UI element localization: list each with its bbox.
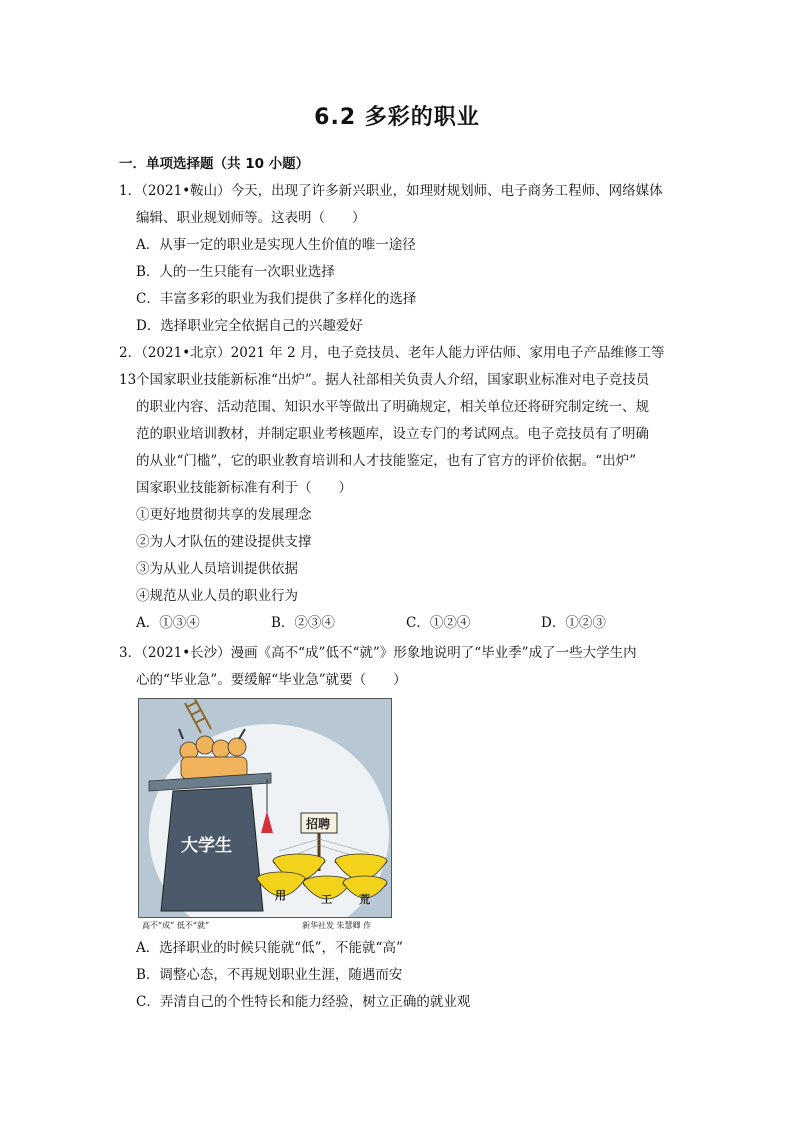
question-1-line-1: 1．（2021•鞍山）今天，出现了许多新兴职业，如理财规划师、电子商务工程师、网络媒体: [119, 183, 663, 199]
question-1-option-c: C．丰富多彩的职业为我们提供了多样化的选择: [136, 291, 417, 307]
cartoon-caption-credit: 新华社发 朱慧卿 作: [302, 921, 372, 930]
question-1-option-d: D．选择职业完全依据自己的兴趣爱好: [136, 318, 363, 334]
question-1-line-2: 编辑、职业规划师等。这表明（ ）: [136, 210, 366, 226]
question-2-choice-c: C．①②④: [406, 615, 471, 631]
ladder-icon: [185, 699, 211, 733]
question-1-option-a: A．从事一定的职业是实现人生价值的唯一途径: [136, 237, 416, 253]
question-2-statement-1: ①更好地贯彻共享的发展理念: [136, 507, 312, 523]
question-2-statement-4: ④规范从业人员的职业行为: [136, 588, 298, 604]
sign-label: 招聘: [306, 817, 331, 831]
question-2-statement-2: ②为人才队伍的建设提供支撑: [136, 534, 312, 550]
question-3-option-a: A．选择职业的时候只能就“低”，不能就“高”: [136, 940, 403, 956]
bowl-label-2: 工: [321, 893, 332, 906]
question-2-line-1: 2．（2021•北京）2021 年 2 月，电子竞技员、老年人能力评估师、家用电子产品维修工等 13: [119, 345, 665, 388]
question-2-statement-3: ③为从业人员培训提供依据: [136, 561, 298, 577]
question-3-line-1: 3．（2021•长沙）漫画《高不“成”低不“就”》形象地说明了“毕业季”成了一些大学生内: [119, 645, 637, 661]
question-2-choices: [136, 610, 676, 637]
section-heading: 一．单项选择题（共 10 小题）: [119, 156, 310, 172]
question-3-line-2: 心的“毕业急”。要缓解“毕业急”就要（ ）: [136, 672, 407, 688]
page-title: 6.2 多彩的职业: [314, 105, 480, 130]
question-2-line-2: 个国家职业技能新标准“出炉”。据人社部相关负责人介绍，国家职业标准对电子竞技员: [136, 372, 650, 388]
block-label: 大学生: [181, 836, 232, 856]
bowl-label-1: 用: [275, 889, 286, 902]
question-2-choice-d: D．①②③: [541, 615, 606, 631]
cartoon-caption-title: 高不“成” 低不“就”: [142, 921, 210, 930]
question-2-line-6: 国家职业技能新标准有利于（ ）: [136, 480, 352, 496]
question-3-option-c: C．弄清自己的个性特长和能力经验，树立正确的就业观: [136, 994, 471, 1010]
cartoon-illustration: [139, 699, 391, 917]
question-2-line-4: 范的职业培训教材，并制定职业考核题库，设立专门的考试网点。电子竞技员有了明确: [136, 426, 649, 442]
bowl-label-3: 荒: [359, 893, 370, 906]
cartoon-image: [138, 698, 392, 918]
question-2-line-3: 的职业内容、活动范围、知识水平等做出了明确规定，相关单位还将研究制定统一、规: [136, 399, 649, 415]
question-2-line-5: 的从业“门槛”，它的职业教育培训和人才技能鉴定，也有了官方的评价依据。“出炉”: [136, 453, 637, 469]
question-3-option-b: B．调整心态，不再规划职业生涯，随遇而安: [136, 967, 403, 983]
question-1-option-b: B．人的一生只能有一次职业选择: [136, 264, 335, 280]
question-2-choice-b: B．②③④: [271, 615, 335, 631]
question-2-choice-a: A．①③④: [136, 615, 200, 631]
